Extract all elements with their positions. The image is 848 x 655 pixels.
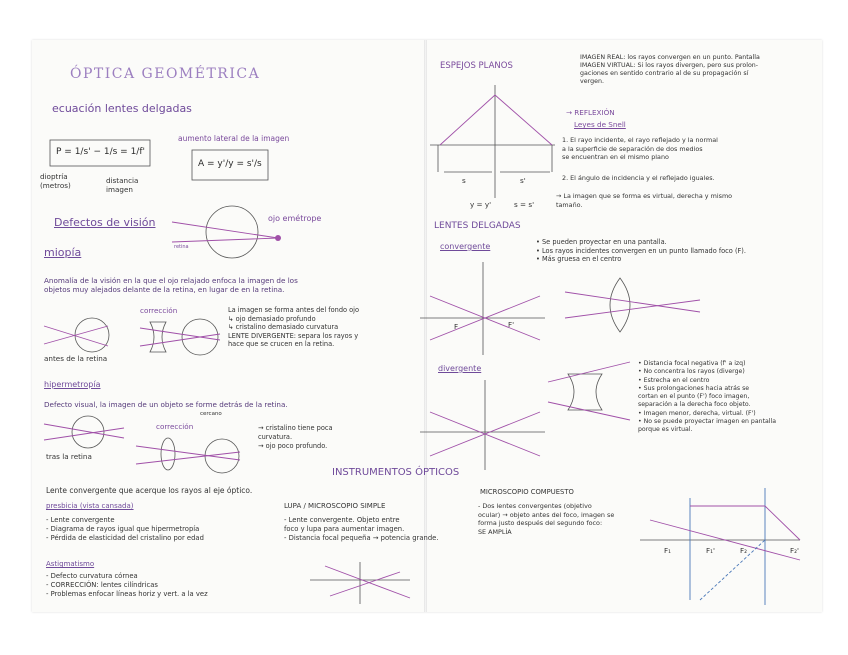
micro-f2-label: F₂ [740,546,748,555]
cercano-label: cercano [200,411,222,417]
micro-f1-label: F₁ [664,546,672,555]
divergente-heading: divergente [438,364,482,373]
hipermetropia-description: Defecto visual, la imagen de un objeto se forme detrás de la retina. [44,400,288,409]
espejos-heading: ESPEJOS PLANOS [440,61,513,71]
divergente-notes: • Distancia focal negativa (f' a izq) • No concentra los rayos (diverge) • Estrecha en el centro • Sus prolongaciones hacia atrás se cortan en el punto (F') foco imagen, separación a la derecha foco objeto. • Imagen menor, derecha, virtual. (F') • No se puede proyectar imagen en pantalla porque es virtual. [638,360,777,434]
defects-heading: Defectos de visión [54,216,156,229]
presbicia-heading: presbicia (vista cansada) [46,502,134,510]
lens-equation-heading: ecuación lentes delgadas [52,102,192,115]
reflexion-heading: → REFLEXIÓN [566,108,615,117]
mirror-eq2: s = s' [514,200,535,209]
miopia-notes: La imagen se forma antes del fondo ojo ↳ ojo demasiado profundo ↳ cristalino demasiado curvatura LENTE DIVERGENTE: separa los rayos y hace que se crucen en la retina. [228,306,360,348]
microscopio-notes: - Dos lentes convergentes (objetivo ocular) → objeto antes del foco, imagen se forma justo después del segundo foco: SE AMPLÍA [478,502,615,536]
lens-formula: P = 1/s' − 1/s = 1/f' [56,147,145,157]
distancia-label: distancia imagen [106,176,139,194]
ley-2: 2. El ángulo de incidencia y el reflejado iguales. [562,174,715,182]
page-title: ÓPTICA GEOMÉTRICA [70,66,261,82]
aumento-formula: A = y'/y = s'/s [198,159,262,169]
lentes-delgadas-heading: LENTES DELGADAS [434,221,521,231]
mirror-s-label: s [462,176,466,185]
ley-3: → La imagen que se forma es virtual, derecha y mismo tamaño. [556,192,733,209]
tras-retina-label: tras la retina [46,452,92,461]
convergente-notes: • Se pueden proyectar en una pantalla. • Los rayos incidentes convergen en un punto llamado foco (F). • Más gruesa en el centro [536,238,746,263]
lupa-heading: LUPA / MICROSCOPIO SIMPLE [284,502,386,510]
leyes-snell-heading: Leyes de Snell [574,120,626,129]
lente-convergente-note: Lente convergente que acerque los rayos al eje óptico. [46,486,253,495]
mirror-eq1: y = y' [470,200,492,209]
miopia-heading: miopía [44,246,82,259]
convergent-lens-diagram [420,262,700,355]
ojo-emetrope-label: ojo emétrope [268,214,322,223]
plane-mirror-diagram [430,85,555,198]
antes-retina-label: antes de la retina [44,354,108,363]
miopia-description: Anomalía de la visión en la que el ojo relajado enfoca la imagen de los objetos muy alejados delante de la retina, en lugar de en la retina. [44,276,298,294]
convergente-heading: convergente [440,242,491,251]
microscopio-heading: MICROSCOPIO COMPUESTO [480,488,574,496]
mirror-s2-label: s' [520,176,526,185]
imagen-real-virtual: IMAGEN REAL: los rayos convergen en un punto. Pantalla IMAGEN VIRTUAL: Si los rayos divergen, pero sus prolon- gaciones en sentido contrario al de su propagación sí vergen. [580,54,760,85]
retina-label: retina [174,244,189,250]
aumento-heading: aumento lateral de la imagen [178,134,290,143]
miopia-correccion-label: corrección [140,306,178,315]
astigmatismo-heading: Astigmatismo [46,560,95,568]
micro-f1b-label: F₁' [706,546,715,555]
micro-f2b-label: F₂' [790,546,799,555]
hipermetropia-heading: hipermetropía [44,380,101,389]
miopia-diagram [44,318,220,355]
hipermetropia-diagram [44,416,240,473]
lupa-diagram [310,562,410,604]
divergent-lens-diagram [420,362,630,470]
presbicia-notes: - Lente convergente - Diagrama de rayos igual que hipermetropía - Pérdida de elasticidad del cristalino por edad [46,516,204,542]
hipermetropia-correccion-label: corrección [156,422,194,431]
dioptria-label: dioptría (metros) [40,172,71,190]
ley-1: 1. El rayo incidente, el rayo reflejado y la normal a la superficie de separación de dos medios se encuentran en el mismo plano [562,136,718,161]
lens-F-label: F [454,322,459,331]
lupa-notes: - Lente convergente. Objeto entre foco y lupa para aumentar imagen. - Distancia focal pequeña → potencia grande. [284,516,439,542]
hipermetropia-notes: → cristalino tiene poca curvatura. → ojo poco profundo. [258,424,333,450]
instrumentos-heading: INSTRUMENTOS ÓPTICOS [332,467,460,478]
astigmatismo-notes: - Defecto curvatura córnea - CORRECCIÓN: lentes cilíndricas - Problemas enfocar líneas horiz y vert. a la vez [46,572,208,598]
lens-F2-label: F' [508,320,515,329]
